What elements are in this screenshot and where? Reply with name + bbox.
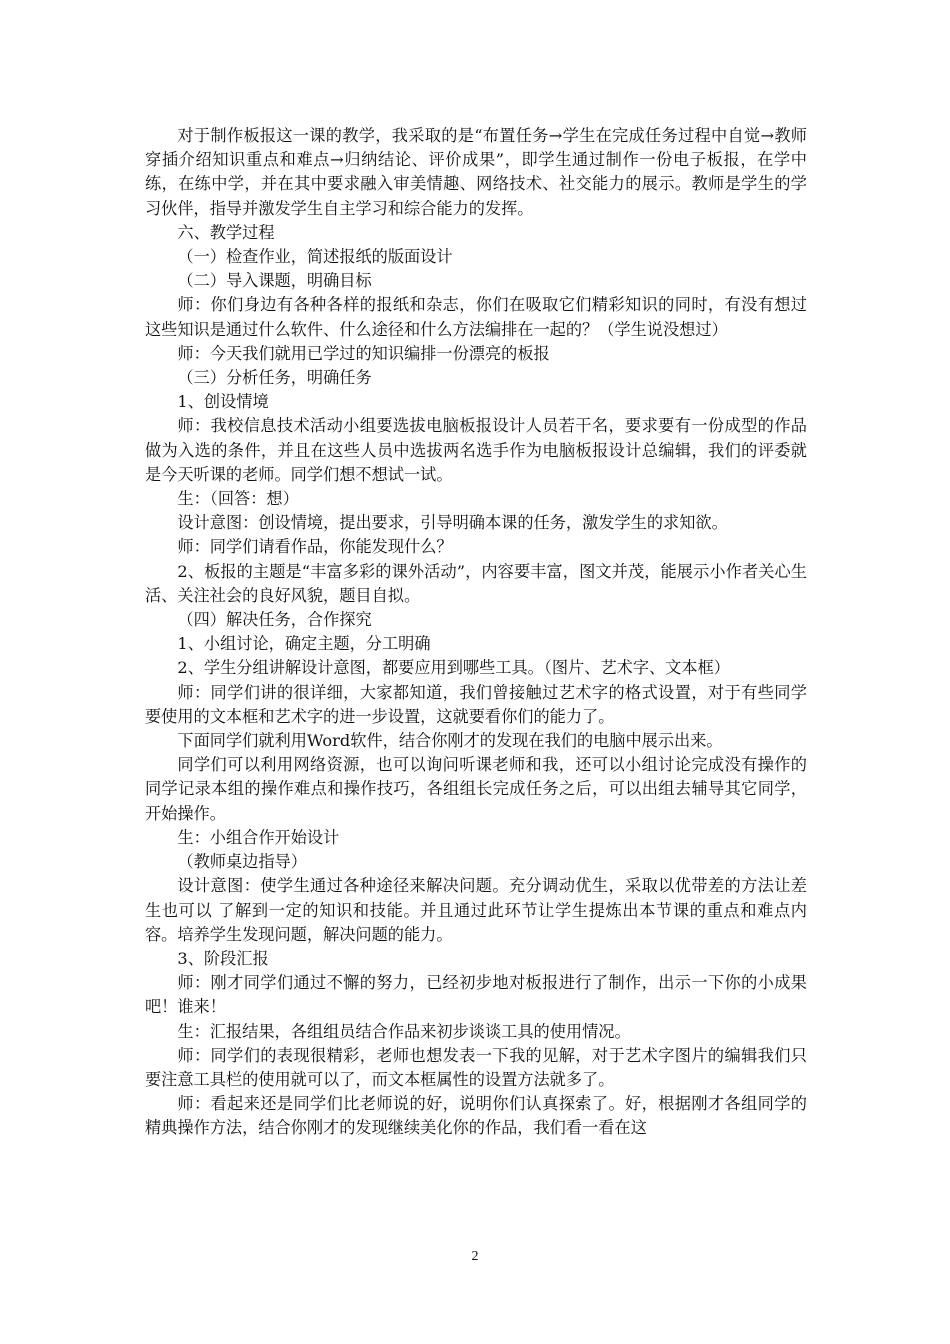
paragraph-network-resources: 同学们可以利用网络资源，也可以询问听课老师和我，还可以小组讨论完成没有操作的同学记录本组的操作难点和操作技巧，各组组长完成任务之后，可以出组去辅导其它同学，开始操作。 bbox=[145, 755, 807, 823]
paragraph-teacher-detail: 师：同学们讲的很详细，大家都知道，我们曾接触过艺术字的格式设置，对于有些同学要使用的文本框和艺术字的进一步设置，这就要看你们的能力了。 bbox=[145, 682, 807, 726]
paragraph-word-software: 下面同学们就利用Word软件，结合你刚才的发现在我们的电脑中展示出来。 bbox=[177, 731, 723, 751]
paragraph-teacher-guidance: （教师桌边指导） bbox=[177, 852, 307, 872]
body-text bbox=[145, 124, 807, 1141]
paragraph-teacher-selection: 师：我校信息技术活动小组要选拔电脑板报设计人员若干名，要求要有一份成型的作品做为入选的条件，并且在这些人员中选拔两名选手作为电脑板报设计总编辑，我们的评委就是今天听课的老师。同学们想不想试一试。 bbox=[145, 416, 807, 484]
page-number: 2 bbox=[471, 1249, 479, 1264]
item-create-scenario: 1、创设情境 bbox=[177, 392, 269, 412]
item-group-explain: 2、学生分组讲解设计意图，都要应用到哪些工具。（图片、艺术字、文本框） bbox=[177, 658, 730, 678]
paragraph-teacher-continue: 师：看起来还是同学们比老师说的好，说明你们认真探索了。好，根据刚才各组同学的精典操作方法，结合你刚才的发现继续美化你的作品，我们看一看在这 bbox=[145, 1094, 807, 1138]
heading-teaching-process: 六、教学过程 bbox=[177, 222, 275, 242]
item-group-discussion: 1、小组讨论，确定主题，分工明确 bbox=[177, 634, 431, 654]
paragraph-student-answer: 生：（回答：想） bbox=[177, 489, 299, 509]
paragraph-student-design: 生：小组合作开始设计 bbox=[177, 827, 340, 847]
subheading-analyze-task: （三）分析任务，明确任务 bbox=[177, 368, 372, 388]
paragraph-teacher-show: 师：刚才同学们通过不懈的努力，已经初步地对板报进行了制作，出示一下你的小成果吧！谁来！ bbox=[145, 973, 807, 1017]
item-board-theme: 2、板报的主题是“丰富多彩的课外活动”，内容要丰富，图文并茂，能展示小作者关心生活、关注社会的良好风貌，题目自拟。 bbox=[145, 561, 807, 605]
paragraph-teacher-look: 师：同学们请看作品，你能发现什么？ bbox=[177, 537, 453, 557]
paragraph-design-intent-2: 设计意图：使学生通过各种途径来解决问题。充分调动优生，采取以优带差的方法让差生也可以 了解到一定的知识和技能。并且通过此环节让学生提炼出本节课的重点和难点内容。培养学生发现问题，解决问题的能力。 bbox=[145, 876, 807, 944]
paragraph-student-report: 生：汇报结果，各组组员结合作品来初步谈谈工具的使用情况。 bbox=[177, 1021, 631, 1041]
subheading-check-homework: （一）检查作业，简述报纸的版面设计 bbox=[177, 247, 453, 267]
paragraph-teacher-today: 师：今天我们就用已学过的知识编排一份漂亮的板报 bbox=[177, 343, 550, 363]
paragraph-design-intent-1: 设计意图：创设情境，提出要求，引导明确本课的任务，激发学生的求知欲。 bbox=[177, 513, 728, 533]
subheading-solve-task: （四）解决任务，合作探究 bbox=[177, 610, 372, 630]
paragraph-teacher-newspapers: 师：你们身边有各种各样的报纸和杂志，你们在吸取它们精彩知识的同时，有没有想过这些知识是通过什么软件、什么途径和什么方法编排在一起的？（学生说没想过） bbox=[145, 295, 807, 339]
item-stage-report: 3、阶段汇报 bbox=[177, 948, 269, 968]
subheading-introduce-topic: （二）导入课题，明确目标 bbox=[177, 271, 372, 291]
paragraph-intro: 对于制作板报这一课的教学，我采取的是“布置任务→学生在完成任务过程中自觉→教师穿插介绍知识重点和难点→归纳结论、评价成果”，即学生通过制作一份电子板报，在学中练，在练中学，并在其中要求融入审美情趣、网络技术、社交能力的展示。教师是学生的学习伙伴，指导并激发学生自主学习和综合能力的发挥。 bbox=[145, 126, 807, 218]
paragraph-teacher-opinion: 师：同学们的表现很精彩，老师也想发表一下我的见解，对于艺术字图片的编辑我们只要注意工具栏的使用就可以了，而文本框属性的设置方法就多了。 bbox=[145, 1045, 807, 1089]
